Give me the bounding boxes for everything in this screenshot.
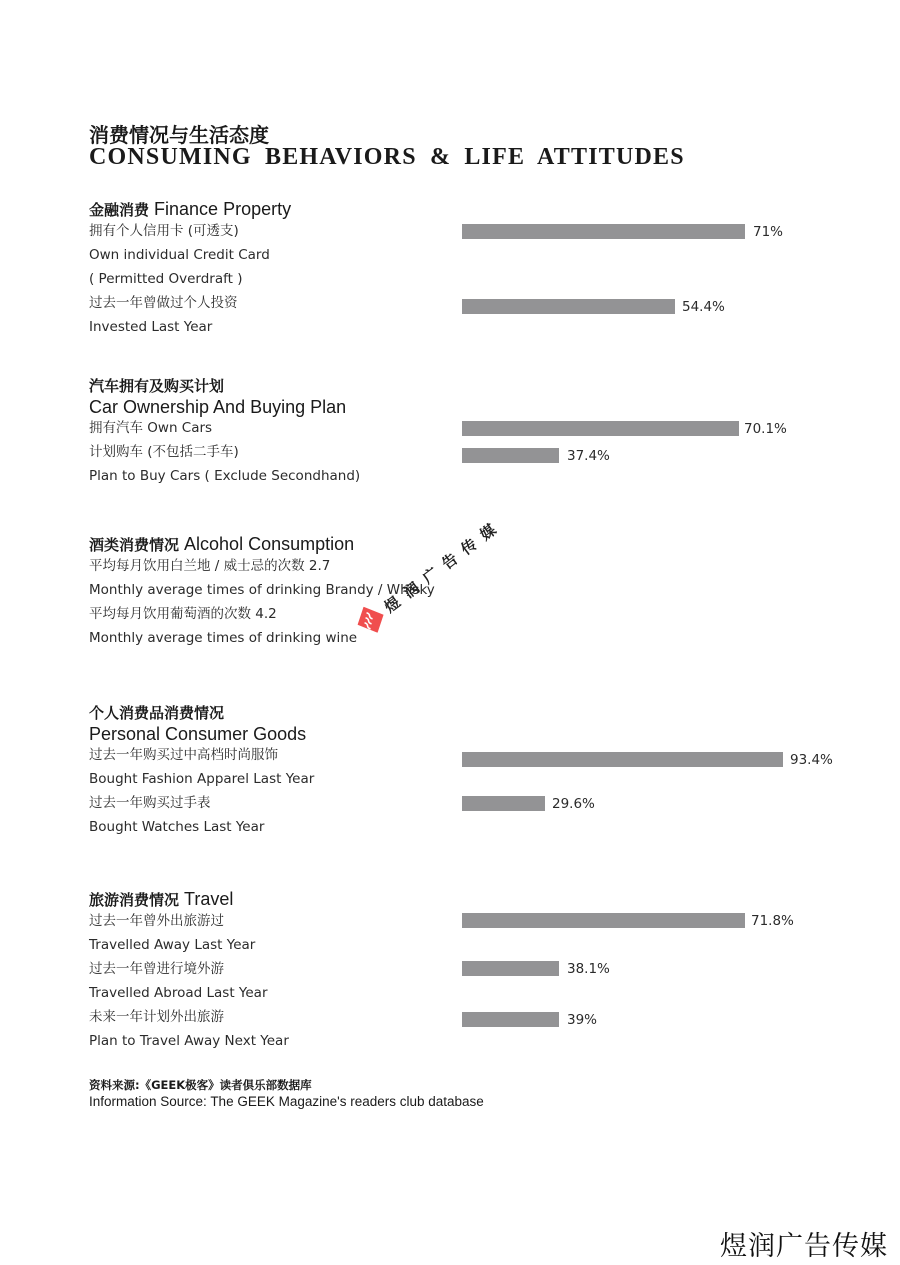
item-label: 未来一年计划外出旅游 (89, 1009, 224, 1025)
bar-value: 71.8% (751, 913, 794, 929)
bar-credit-card (462, 224, 745, 239)
section-heading-finance: 金融消费 Finance Property (89, 199, 292, 219)
bar-travelled-abroad (462, 961, 559, 976)
item-label: 过去一年曾做过个人投资 (89, 295, 238, 311)
bar-plan-buy-cars (462, 448, 559, 463)
bar-fashion-apparel (462, 752, 783, 767)
item-label: Plan to Travel Away Next Year (89, 1033, 289, 1049)
item-label: 计划购车 (不包括二手车) (89, 444, 239, 460)
item-label: Monthly average times of drinking wine (89, 630, 358, 646)
bar-value: 54.4% (682, 299, 725, 315)
bar-value: 70.1% (744, 421, 787, 437)
bar-value: 37.4% (567, 448, 610, 464)
section-heading-car: 汽车拥有及购买计划 Car Ownership And Buying Plan (89, 377, 347, 417)
item-label: 拥有个人信用卡 (可透支) (89, 223, 239, 239)
bar-travelled-away (462, 913, 745, 928)
bar-value: 71% (753, 224, 784, 240)
bar-invested (462, 299, 675, 314)
bar-own-cars (462, 421, 739, 436)
section-heading-consumer-goods: 个人消费品消费情况 Personal Consumer Goods (89, 704, 307, 744)
item-label: Invested Last Year (89, 319, 213, 335)
bar-value: 38.1% (567, 961, 610, 977)
bar-watches (462, 796, 545, 811)
item-label: Travelled Away Last Year (89, 937, 256, 953)
item-label: Plan to Buy Cars ( Exclude Secondhand) (89, 468, 361, 484)
item-label: 平均每月饮用葡萄酒的次数 4.2 (89, 606, 277, 622)
brand-watermark: 煜润广告传媒 (720, 1231, 888, 1262)
item-label: 过去一年购买过手表 (89, 795, 211, 811)
watermark (352, 511, 508, 638)
section-heading-alcohol: 酒类消费情况 Alcohol Consumption (89, 534, 355, 554)
section-heading-travel: 旅游消费情况 Travel (89, 889, 234, 909)
watermark-logo-icon (358, 607, 384, 633)
item-label: 拥有汽车 Own Cars (89, 420, 213, 436)
item-label: Bought Watches Last Year (89, 819, 265, 835)
source-cn: 资料来源:《GEEK极客》读者俱乐部数据库 (89, 1078, 312, 1092)
bar-value: 29.6% (552, 796, 595, 812)
item-label: 过去一年购买过中高档时尚服饰 (89, 747, 278, 763)
item-label: Monthly average times of drinking Brandy / Whisky (89, 582, 435, 598)
item-label: 过去一年曾进行境外游 (89, 961, 224, 977)
page-title-en: CONSUMING BEHAVIORS & LIFE ATTITUDES (89, 144, 685, 170)
item-label: Bought Fashion Apparel Last Year (89, 771, 315, 787)
item-label: ( Permitted Overdraft ) (89, 271, 243, 287)
item-label: 过去一年曾外出旅游过 (89, 913, 224, 929)
bar-plan-travel (462, 1012, 559, 1027)
watermark-text: 煜润广告传媒 (380, 514, 507, 616)
item-label: Own individual Credit Card (89, 247, 270, 263)
bar-value: 39% (567, 1012, 598, 1028)
source-en: Information Source: The GEEK Magazine's readers club database (89, 1094, 484, 1109)
item-label: 平均每月饮用白兰地 / 威士忌的次数 2.7 (89, 558, 331, 574)
bar-value: 93.4% (790, 752, 833, 768)
item-label: Travelled Abroad Last Year (89, 985, 268, 1001)
page-title-cn: 消费情况与生活态度 (89, 123, 269, 147)
